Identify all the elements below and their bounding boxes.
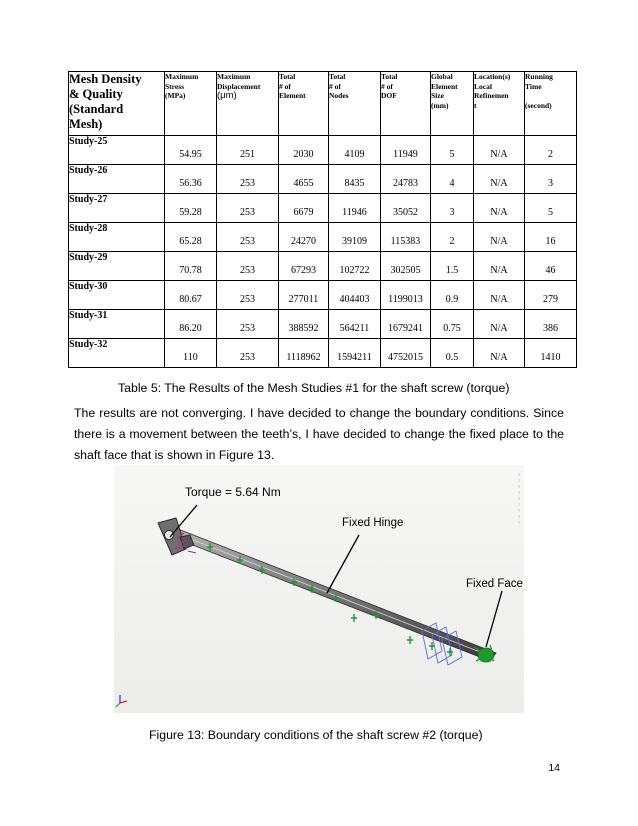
- table-cell: 302505: [381, 252, 431, 281]
- table-cell: 2: [431, 223, 474, 252]
- table-cell: 4752015: [381, 339, 431, 368]
- header-total-nodes: Total # of Nodes: [329, 72, 381, 136]
- table-cell: 5: [525, 194, 577, 223]
- table-cell: 253: [217, 194, 279, 223]
- table-cell: 102722: [329, 252, 381, 281]
- table-cell: 4655: [279, 165, 329, 194]
- table-cell: 1.5: [431, 252, 474, 281]
- header-total-dof: Total # of DOF: [381, 72, 431, 136]
- table-cell: 11946: [329, 194, 381, 223]
- table-cell: 4: [431, 165, 474, 194]
- table-cell: 253: [217, 252, 279, 281]
- table-cell: N/A: [474, 252, 525, 281]
- table-header-row: [69, 72, 577, 136]
- table-row: [69, 281, 577, 310]
- table-cell: 253: [217, 310, 279, 339]
- table-cell: 115383: [381, 223, 431, 252]
- fixed-hinge-label: Fixed Hinge: [342, 517, 404, 529]
- header-element-size: Global Element Size (mm): [431, 72, 474, 136]
- table-cell: N/A: [474, 194, 525, 223]
- table-cell: 24270: [279, 223, 329, 252]
- table-row: [69, 223, 577, 252]
- header-max-displacement: Maximum Displacement (μm): [217, 72, 279, 136]
- study-label-cell: Study-31: [69, 310, 165, 339]
- table-cell: 1679241: [381, 310, 431, 339]
- table-cell: 70.78: [165, 252, 217, 281]
- table-cell: 4109: [329, 136, 381, 165]
- table-cell: 59.28: [165, 194, 217, 223]
- table-cell: 404403: [329, 281, 381, 310]
- table-cell: 39109: [329, 223, 381, 252]
- mesh-study-table: [68, 71, 577, 368]
- table-cell: 279: [525, 281, 577, 310]
- table-cell: 2: [525, 136, 577, 165]
- table-cell: 386: [525, 310, 577, 339]
- table-row: [69, 339, 577, 368]
- table-cell: 2030: [279, 136, 329, 165]
- table-cell: 35052: [381, 194, 431, 223]
- header-total-elements: Total # of Element: [279, 72, 329, 136]
- fixed-face-label: Fixed Face: [466, 578, 523, 590]
- study-label-cell: Study-30: [69, 281, 165, 310]
- study-label-cell: Study-27: [69, 194, 165, 223]
- table-cell: N/A: [474, 339, 525, 368]
- table-cell: 253: [217, 223, 279, 252]
- table-cell: N/A: [474, 136, 525, 165]
- table-row: [69, 165, 577, 194]
- study-label-cell: Study-29: [69, 252, 165, 281]
- table-cell: 6679: [279, 194, 329, 223]
- table-cell: 564211: [329, 310, 381, 339]
- table-cell: 110: [165, 339, 217, 368]
- table-cell: 1118962: [279, 339, 329, 368]
- table-cell: 0.75: [431, 310, 474, 339]
- header-local-refinement: Location(s) Local Refinemen t: [474, 72, 525, 136]
- table-cell: 56.36: [165, 165, 217, 194]
- table-cell: 46: [525, 252, 577, 281]
- table-cell: N/A: [474, 165, 525, 194]
- table-cell: 253: [217, 339, 279, 368]
- table-cell: 1199013: [381, 281, 431, 310]
- body-paragraph: The results are not converging. I have decided to change the boundary conditions. Since there is a movement between the teeth’s, I have decided to change the fixed place to the shaft face that is shown in Figure 13.: [74, 406, 564, 462]
- table-cell: 54.95: [165, 136, 217, 165]
- table-cell: 65.28: [165, 223, 217, 252]
- table-cell: N/A: [474, 281, 525, 310]
- shaft-screw-figure: [114, 465, 524, 713]
- study-label-cell: Study-25: [69, 136, 165, 165]
- table-cell: 67293: [279, 252, 329, 281]
- table-cell: 16: [525, 223, 577, 252]
- table-row: [69, 252, 577, 281]
- torque-label: Torque = 5.64 Nm: [185, 485, 281, 499]
- table-cell: 24783: [381, 165, 431, 194]
- table-cell: 251: [217, 136, 279, 165]
- table-body: [69, 136, 577, 368]
- table-cell: 86.20: [165, 310, 217, 339]
- table-cell: 0.5: [431, 339, 474, 368]
- study-label-cell: Study-26: [69, 165, 165, 194]
- study-label-cell: Study-32: [69, 339, 165, 368]
- table-cell: 1594211: [329, 339, 381, 368]
- table-cell: 3: [525, 165, 577, 194]
- table-cell: 253: [217, 281, 279, 310]
- figure-caption: Figure 13: Boundary conditions of the shaft screw #2 (torque): [149, 728, 483, 742]
- header-running-time: Running Time (second): [525, 72, 577, 136]
- table-caption: Table 5: The Results of the Mesh Studies #1 for the shaft screw (torque): [118, 381, 510, 395]
- table-cell: 0.9: [431, 281, 474, 310]
- table-cell: 1410: [525, 339, 577, 368]
- table-cell: 11949: [381, 136, 431, 165]
- table-row: [69, 310, 577, 339]
- table-cell: N/A: [474, 310, 525, 339]
- table-cell: 253: [217, 165, 279, 194]
- table-cell: 8435: [329, 165, 381, 194]
- table-cell: 3: [431, 194, 474, 223]
- table-cell: N/A: [474, 223, 525, 252]
- header-mesh-density: Mesh Density & Quality (Standard Mesh): [69, 72, 165, 136]
- table-cell: 5: [431, 136, 474, 165]
- table-cell: 277011: [279, 281, 329, 310]
- table-row: [69, 136, 577, 165]
- table-cell: 388592: [279, 310, 329, 339]
- page-number: 14: [548, 762, 560, 774]
- header-max-stress: Maximum Stress (MPa): [165, 72, 217, 136]
- table-cell: 80.67: [165, 281, 217, 310]
- table-row: [69, 194, 577, 223]
- study-label-cell: Study-28: [69, 223, 165, 252]
